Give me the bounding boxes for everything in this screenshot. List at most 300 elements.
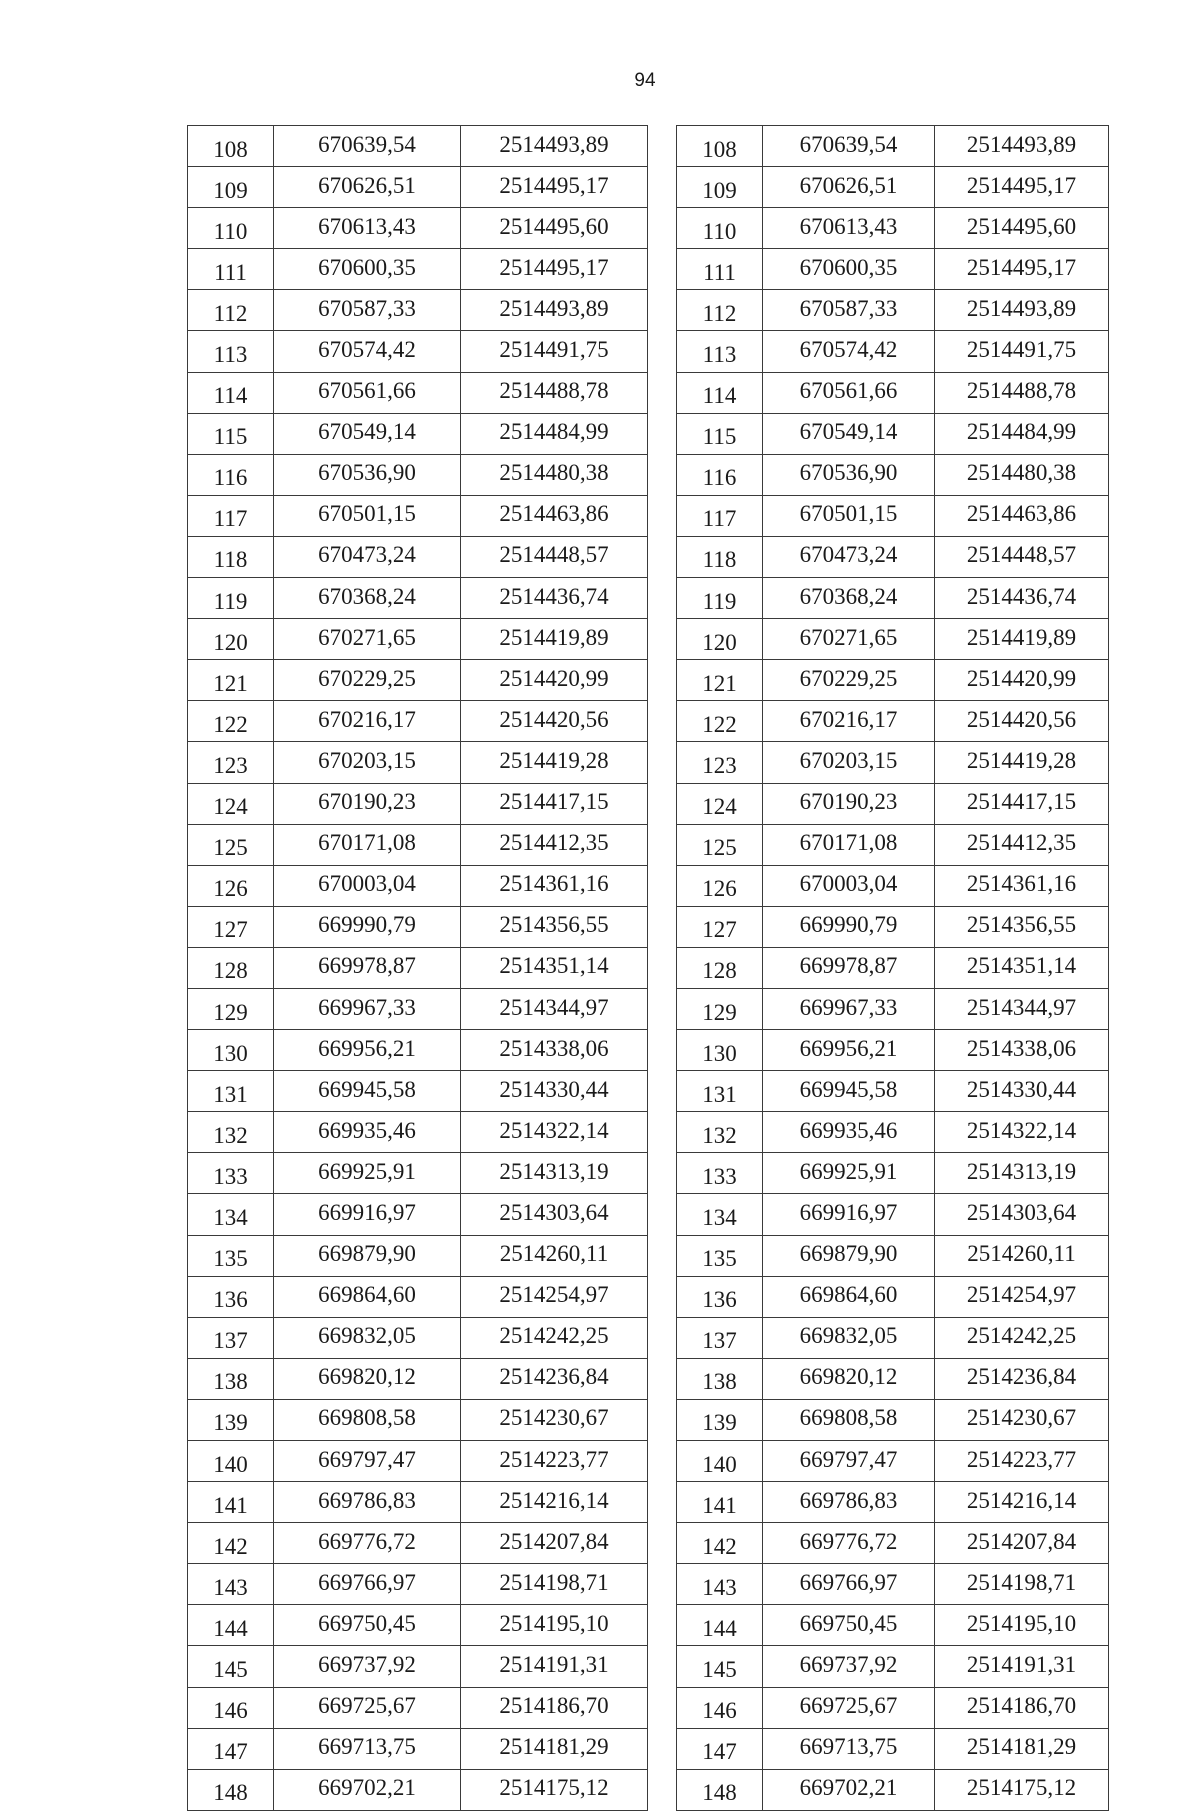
y-coordinate-cell: 2514493,89 (461, 126, 648, 167)
table-row (677, 413, 1109, 454)
point-number-cell: 142 (188, 1523, 274, 1564)
point-number-cell: 119 (677, 578, 763, 619)
point-number-cell: 141 (677, 1482, 763, 1523)
point-number-cell: 120 (677, 619, 763, 660)
table-row (188, 495, 648, 536)
x-coordinate-cell: 669808,58 (763, 1399, 935, 1440)
y-coordinate-cell: 2514351,14 (461, 947, 648, 988)
y-coordinate-cell: 2514420,56 (935, 701, 1109, 742)
x-coordinate-cell: 669820,12 (274, 1358, 461, 1399)
table-row (677, 824, 1109, 865)
point-number-cell: 133 (188, 1153, 274, 1194)
table-row (677, 1112, 1109, 1153)
point-number-cell: 140 (677, 1441, 763, 1482)
x-coordinate-cell: 670473,24 (763, 536, 935, 577)
point-number-cell: 140 (188, 1441, 274, 1482)
y-coordinate-cell: 2514491,75 (461, 331, 648, 372)
table-row (677, 988, 1109, 1029)
y-coordinate-cell: 2514419,28 (935, 742, 1109, 783)
y-coordinate-cell: 2514236,84 (935, 1358, 1109, 1399)
point-number-cell: 120 (188, 619, 274, 660)
x-coordinate-cell: 670171,08 (274, 824, 461, 865)
x-coordinate-cell: 669967,33 (763, 988, 935, 1029)
y-coordinate-cell: 2514488,78 (935, 372, 1109, 413)
table-row (677, 167, 1109, 208)
table-row (677, 1605, 1109, 1646)
x-coordinate-cell: 670549,14 (763, 413, 935, 454)
table-row (188, 865, 648, 906)
point-number-cell: 127 (677, 906, 763, 947)
point-number-cell: 112 (677, 290, 763, 331)
y-coordinate-cell: 2514495,60 (935, 208, 1109, 249)
table-row (188, 1030, 648, 1071)
point-number-cell: 109 (677, 167, 763, 208)
point-number-cell: 118 (677, 536, 763, 577)
x-coordinate-cell: 670216,17 (763, 701, 935, 742)
point-number-cell: 146 (188, 1687, 274, 1728)
x-coordinate-cell: 669808,58 (274, 1399, 461, 1440)
table-row (188, 1153, 648, 1194)
table-row (188, 1317, 648, 1358)
table-row (677, 660, 1109, 701)
table-row (677, 208, 1109, 249)
coordinates-table-left-body (188, 126, 648, 1811)
x-coordinate-cell: 669978,87 (763, 947, 935, 988)
table-row (677, 1030, 1109, 1071)
point-number-cell: 130 (188, 1030, 274, 1071)
point-number-cell: 137 (188, 1317, 274, 1358)
x-coordinate-cell: 669786,83 (274, 1482, 461, 1523)
table-row (188, 1276, 648, 1317)
x-coordinate-cell: 669925,91 (763, 1153, 935, 1194)
table-row (677, 1646, 1109, 1687)
table-row (188, 824, 648, 865)
table-row (677, 1687, 1109, 1728)
point-number-cell: 123 (677, 742, 763, 783)
table-row (677, 1317, 1109, 1358)
y-coordinate-cell: 2514242,25 (461, 1317, 648, 1358)
table-row (188, 1358, 648, 1399)
x-coordinate-cell: 669737,92 (274, 1646, 461, 1687)
table-row (188, 619, 648, 660)
x-coordinate-cell: 670368,24 (763, 578, 935, 619)
point-number-cell: 135 (188, 1235, 274, 1276)
table-row (677, 454, 1109, 495)
point-number-cell: 129 (677, 988, 763, 1029)
x-coordinate-cell: 669935,46 (274, 1112, 461, 1153)
point-number-cell: 145 (188, 1646, 274, 1687)
x-coordinate-cell: 669820,12 (763, 1358, 935, 1399)
table-row (188, 1399, 648, 1440)
x-coordinate-cell: 669776,72 (274, 1523, 461, 1564)
table-row (188, 331, 648, 372)
y-coordinate-cell: 2514313,19 (935, 1153, 1109, 1194)
y-coordinate-cell: 2514186,70 (461, 1687, 648, 1728)
y-coordinate-cell: 2514216,14 (935, 1482, 1109, 1523)
x-coordinate-cell: 669702,21 (274, 1769, 461, 1810)
point-number-cell: 141 (188, 1482, 274, 1523)
point-number-cell: 113 (188, 331, 274, 372)
point-number-cell: 119 (188, 578, 274, 619)
x-coordinate-cell: 669750,45 (274, 1605, 461, 1646)
y-coordinate-cell: 2514436,74 (461, 578, 648, 619)
y-coordinate-cell: 2514493,89 (935, 290, 1109, 331)
point-number-cell: 133 (677, 1153, 763, 1194)
point-number-cell: 114 (188, 372, 274, 413)
y-coordinate-cell: 2514495,17 (935, 249, 1109, 290)
y-coordinate-cell: 2514195,10 (461, 1605, 648, 1646)
x-coordinate-cell: 670574,42 (274, 331, 461, 372)
point-number-cell: 113 (677, 331, 763, 372)
table-row (677, 947, 1109, 988)
y-coordinate-cell: 2514338,06 (461, 1030, 648, 1071)
point-number-cell: 115 (188, 413, 274, 454)
coordinates-table-right (676, 125, 1109, 1811)
table-row (188, 947, 648, 988)
table-row (188, 126, 648, 167)
table-row (677, 1276, 1109, 1317)
y-coordinate-cell: 2514495,17 (461, 167, 648, 208)
table-row (677, 536, 1109, 577)
point-number-cell: 131 (188, 1071, 274, 1112)
y-coordinate-cell: 2514484,99 (461, 413, 648, 454)
x-coordinate-cell: 669832,05 (763, 1317, 935, 1358)
point-number-cell: 128 (188, 947, 274, 988)
x-coordinate-cell: 670216,17 (274, 701, 461, 742)
x-coordinate-cell: 669713,75 (274, 1728, 461, 1769)
point-number-cell: 122 (677, 701, 763, 742)
x-coordinate-cell: 669879,90 (274, 1235, 461, 1276)
x-coordinate-cell: 670587,33 (274, 290, 461, 331)
y-coordinate-cell: 2514338,06 (935, 1030, 1109, 1071)
table-row (188, 906, 648, 947)
y-coordinate-cell: 2514419,89 (461, 619, 648, 660)
y-coordinate-cell: 2514344,97 (935, 988, 1109, 1029)
y-coordinate-cell: 2514495,17 (935, 167, 1109, 208)
point-number-cell: 127 (188, 906, 274, 947)
x-coordinate-cell: 670229,25 (274, 660, 461, 701)
point-number-cell: 142 (677, 1523, 763, 1564)
y-coordinate-cell: 2514186,70 (935, 1687, 1109, 1728)
x-coordinate-cell: 670600,35 (763, 249, 935, 290)
x-coordinate-cell: 669990,79 (763, 906, 935, 947)
point-number-cell: 148 (188, 1769, 274, 1810)
point-number-cell: 125 (188, 824, 274, 865)
y-coordinate-cell: 2514207,84 (935, 1523, 1109, 1564)
table-row (677, 865, 1109, 906)
point-number-cell: 137 (677, 1317, 763, 1358)
point-number-cell: 111 (188, 249, 274, 290)
table-row (188, 1482, 648, 1523)
table-row (677, 372, 1109, 413)
x-coordinate-cell: 669956,21 (763, 1030, 935, 1071)
x-coordinate-cell: 670203,15 (763, 742, 935, 783)
table-row (188, 578, 648, 619)
y-coordinate-cell: 2514484,99 (935, 413, 1109, 454)
point-number-cell: 110 (677, 208, 763, 249)
table-row (677, 742, 1109, 783)
y-coordinate-cell: 2514491,75 (935, 331, 1109, 372)
point-number-cell: 125 (677, 824, 763, 865)
point-number-cell: 116 (677, 454, 763, 495)
x-coordinate-cell: 670536,90 (763, 454, 935, 495)
table-row (677, 1482, 1109, 1523)
y-coordinate-cell: 2514351,14 (935, 947, 1109, 988)
point-number-cell: 148 (677, 1769, 763, 1810)
y-coordinate-cell: 2514356,55 (935, 906, 1109, 947)
y-coordinate-cell: 2514191,31 (461, 1646, 648, 1687)
table-row (677, 1235, 1109, 1276)
y-coordinate-cell: 2514495,60 (461, 208, 648, 249)
table-row (677, 1399, 1109, 1440)
page-number: 94 (634, 70, 656, 91)
point-number-cell: 117 (188, 495, 274, 536)
y-coordinate-cell: 2514230,67 (935, 1399, 1109, 1440)
y-coordinate-cell: 2514480,38 (935, 454, 1109, 495)
x-coordinate-cell: 669750,45 (763, 1605, 935, 1646)
x-coordinate-cell: 670171,08 (763, 824, 935, 865)
point-number-cell: 134 (677, 1194, 763, 1235)
point-number-cell: 136 (677, 1276, 763, 1317)
table-row (188, 536, 648, 577)
y-coordinate-cell: 2514198,71 (935, 1564, 1109, 1605)
y-coordinate-cell: 2514419,28 (461, 742, 648, 783)
table-row (677, 126, 1109, 167)
y-coordinate-cell: 2514303,64 (461, 1194, 648, 1235)
table-row (188, 1564, 648, 1605)
point-number-cell: 121 (188, 660, 274, 701)
point-number-cell: 139 (188, 1399, 274, 1440)
x-coordinate-cell: 669879,90 (763, 1235, 935, 1276)
x-coordinate-cell: 669967,33 (274, 988, 461, 1029)
y-coordinate-cell: 2514223,77 (461, 1441, 648, 1482)
x-coordinate-cell: 670003,04 (274, 865, 461, 906)
x-coordinate-cell: 670626,51 (274, 167, 461, 208)
y-coordinate-cell: 2514436,74 (935, 578, 1109, 619)
x-coordinate-cell: 669956,21 (274, 1030, 461, 1071)
x-coordinate-cell: 669916,97 (274, 1194, 461, 1235)
x-coordinate-cell: 669797,47 (763, 1441, 935, 1482)
table-row (188, 1441, 648, 1482)
x-coordinate-cell: 669702,21 (763, 1769, 935, 1810)
y-coordinate-cell: 2514420,99 (461, 660, 648, 701)
point-number-cell: 126 (188, 865, 274, 906)
table-row (188, 372, 648, 413)
table-row (188, 1523, 648, 1564)
y-coordinate-cell: 2514480,38 (461, 454, 648, 495)
point-number-cell: 108 (188, 126, 274, 167)
table-row (677, 249, 1109, 290)
y-coordinate-cell: 2514495,17 (461, 249, 648, 290)
x-coordinate-cell: 670190,23 (274, 783, 461, 824)
y-coordinate-cell: 2514223,77 (935, 1441, 1109, 1482)
x-coordinate-cell: 670203,15 (274, 742, 461, 783)
table-row (188, 1769, 648, 1810)
y-coordinate-cell: 2514448,57 (461, 536, 648, 577)
point-number-cell: 147 (188, 1728, 274, 1769)
x-coordinate-cell: 670626,51 (763, 167, 935, 208)
point-number-cell: 134 (188, 1194, 274, 1235)
table-row (188, 167, 648, 208)
x-coordinate-cell: 670600,35 (274, 249, 461, 290)
table-row (188, 742, 648, 783)
x-coordinate-cell: 670587,33 (763, 290, 935, 331)
y-coordinate-cell: 2514195,10 (935, 1605, 1109, 1646)
x-coordinate-cell: 670613,43 (763, 208, 935, 249)
table-row (188, 454, 648, 495)
x-coordinate-cell: 670229,25 (763, 660, 935, 701)
table-row (188, 1194, 648, 1235)
x-coordinate-cell: 669978,87 (274, 947, 461, 988)
x-coordinate-cell: 669725,67 (274, 1687, 461, 1728)
x-coordinate-cell: 669797,47 (274, 1441, 461, 1482)
x-coordinate-cell: 670639,54 (763, 126, 935, 167)
x-coordinate-cell: 669713,75 (763, 1728, 935, 1769)
y-coordinate-cell: 2514417,15 (935, 783, 1109, 824)
y-coordinate-cell: 2514313,19 (461, 1153, 648, 1194)
coordinates-table-left (187, 125, 648, 1811)
table-row (677, 1153, 1109, 1194)
y-coordinate-cell: 2514236,84 (461, 1358, 648, 1399)
x-coordinate-cell: 670190,23 (763, 783, 935, 824)
y-coordinate-cell: 2514493,89 (935, 126, 1109, 167)
x-coordinate-cell: 669786,83 (763, 1482, 935, 1523)
point-number-cell: 110 (188, 208, 274, 249)
point-number-cell: 109 (188, 167, 274, 208)
y-coordinate-cell: 2514216,14 (461, 1482, 648, 1523)
point-number-cell: 138 (188, 1358, 274, 1399)
point-number-cell: 111 (677, 249, 763, 290)
table-row (188, 988, 648, 1029)
point-number-cell: 117 (677, 495, 763, 536)
table-row (677, 495, 1109, 536)
table-row (188, 249, 648, 290)
table-row (188, 290, 648, 331)
y-coordinate-cell: 2514260,11 (461, 1235, 648, 1276)
point-number-cell: 132 (677, 1112, 763, 1153)
point-number-cell: 124 (677, 783, 763, 824)
y-coordinate-cell: 2514303,64 (935, 1194, 1109, 1235)
point-number-cell: 130 (677, 1030, 763, 1071)
table-row (677, 1564, 1109, 1605)
y-coordinate-cell: 2514412,35 (461, 824, 648, 865)
y-coordinate-cell: 2514254,97 (935, 1276, 1109, 1317)
y-coordinate-cell: 2514488,78 (461, 372, 648, 413)
table-row (677, 701, 1109, 742)
point-number-cell: 122 (188, 701, 274, 742)
point-number-cell: 108 (677, 126, 763, 167)
x-coordinate-cell: 670549,14 (274, 413, 461, 454)
x-coordinate-cell: 669916,97 (763, 1194, 935, 1235)
point-number-cell: 123 (188, 742, 274, 783)
y-coordinate-cell: 2514463,86 (461, 495, 648, 536)
table-row (677, 906, 1109, 947)
point-number-cell: 144 (188, 1605, 274, 1646)
y-coordinate-cell: 2514412,35 (935, 824, 1109, 865)
point-number-cell: 144 (677, 1605, 763, 1646)
table-row (677, 1728, 1109, 1769)
table-row (188, 660, 648, 701)
point-number-cell: 116 (188, 454, 274, 495)
table-row (188, 701, 648, 742)
x-coordinate-cell: 670501,15 (274, 495, 461, 536)
point-number-cell: 147 (677, 1728, 763, 1769)
y-coordinate-cell: 2514356,55 (461, 906, 648, 947)
table-row (677, 783, 1109, 824)
point-number-cell: 145 (677, 1646, 763, 1687)
y-coordinate-cell: 2514260,11 (935, 1235, 1109, 1276)
y-coordinate-cell: 2514230,67 (461, 1399, 648, 1440)
table-row (677, 1441, 1109, 1482)
y-coordinate-cell: 2514191,31 (935, 1646, 1109, 1687)
x-coordinate-cell: 669737,92 (763, 1646, 935, 1687)
y-coordinate-cell: 2514463,86 (935, 495, 1109, 536)
x-coordinate-cell: 670368,24 (274, 578, 461, 619)
y-coordinate-cell: 2514417,15 (461, 783, 648, 824)
x-coordinate-cell: 669776,72 (763, 1523, 935, 1564)
y-coordinate-cell: 2514322,14 (461, 1112, 648, 1153)
y-coordinate-cell: 2514420,56 (461, 701, 648, 742)
point-number-cell: 138 (677, 1358, 763, 1399)
table-row (188, 208, 648, 249)
table-row (188, 1728, 648, 1769)
point-number-cell: 115 (677, 413, 763, 454)
x-coordinate-cell: 669945,58 (274, 1071, 461, 1112)
x-coordinate-cell: 669766,97 (763, 1564, 935, 1605)
table-row (188, 1687, 648, 1728)
table-row (188, 1071, 648, 1112)
x-coordinate-cell: 670501,15 (763, 495, 935, 536)
table-row (677, 1194, 1109, 1235)
point-number-cell: 132 (188, 1112, 274, 1153)
x-coordinate-cell: 670574,42 (763, 331, 935, 372)
table-row (677, 1358, 1109, 1399)
y-coordinate-cell: 2514330,44 (461, 1071, 648, 1112)
table-row (188, 1605, 648, 1646)
point-number-cell: 112 (188, 290, 274, 331)
x-coordinate-cell: 670271,65 (763, 619, 935, 660)
y-coordinate-cell: 2514448,57 (935, 536, 1109, 577)
table-row (677, 578, 1109, 619)
point-number-cell: 128 (677, 947, 763, 988)
table-row (677, 1769, 1109, 1810)
y-coordinate-cell: 2514175,12 (461, 1769, 648, 1810)
table-row (188, 413, 648, 454)
y-coordinate-cell: 2514361,16 (461, 865, 648, 906)
point-number-cell: 135 (677, 1235, 763, 1276)
point-number-cell: 136 (188, 1276, 274, 1317)
y-coordinate-cell: 2514181,29 (935, 1728, 1109, 1769)
point-number-cell: 118 (188, 536, 274, 577)
y-coordinate-cell: 2514330,44 (935, 1071, 1109, 1112)
point-number-cell: 129 (188, 988, 274, 1029)
point-number-cell: 126 (677, 865, 763, 906)
x-coordinate-cell: 670613,43 (274, 208, 461, 249)
x-coordinate-cell: 670271,65 (274, 619, 461, 660)
x-coordinate-cell: 670561,66 (763, 372, 935, 413)
x-coordinate-cell: 669864,60 (274, 1276, 461, 1317)
coordinates-table-right-body (677, 126, 1109, 1811)
table-row (188, 783, 648, 824)
x-coordinate-cell: 670003,04 (763, 865, 935, 906)
x-coordinate-cell: 669864,60 (763, 1276, 935, 1317)
point-number-cell: 131 (677, 1071, 763, 1112)
x-coordinate-cell: 670473,24 (274, 536, 461, 577)
y-coordinate-cell: 2514322,14 (935, 1112, 1109, 1153)
x-coordinate-cell: 669725,67 (763, 1687, 935, 1728)
y-coordinate-cell: 2514181,29 (461, 1728, 648, 1769)
y-coordinate-cell: 2514242,25 (935, 1317, 1109, 1358)
